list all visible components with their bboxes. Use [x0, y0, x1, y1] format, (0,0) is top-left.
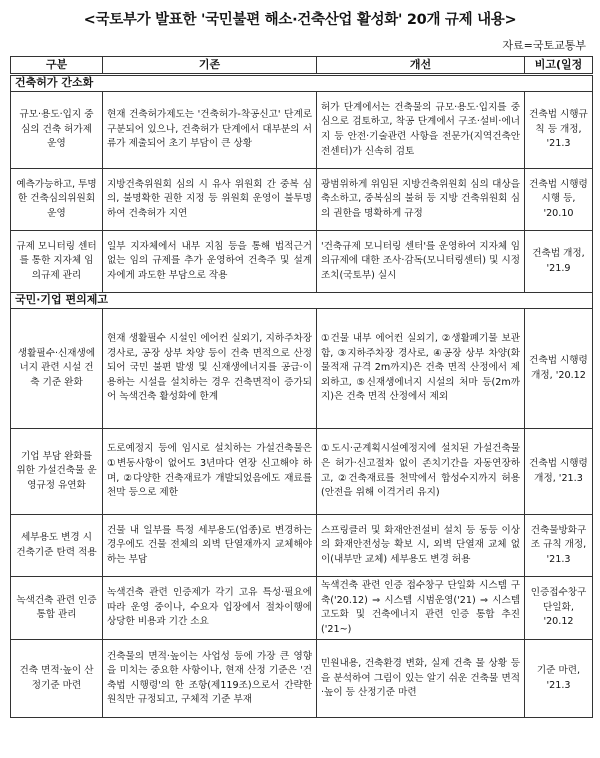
row-after: 광범위하게 위임된 지방건축위원회 심의 대상을 축소하고, 중복심의 불허 등 지방 건축위원회 심의 권한을 명확하게 규정 — [317, 169, 525, 231]
row-after: ①도시·군계획시설예정지에 설치된 가설건축물은 허가·신고절차 없이 존치기간을 자동연장하고, ②건축재료를 천막에서 합성수지까지 허용(안전을 위해 이격거리 유지) — [317, 429, 525, 515]
section-row — [11, 293, 593, 309]
table-header-row — [11, 57, 593, 75]
row-category: 녹색건축 관련 인증 통합 관리 — [11, 577, 103, 640]
row-note: 건축물방화구조 규칙 개정, '21.3 — [525, 515, 593, 577]
section-label: 건축허가 간소화 — [11, 75, 593, 92]
table-row — [11, 92, 593, 169]
section-label: 국민·기업 편의제고 — [11, 293, 593, 309]
row-before: 일부 지자체에서 내부 지침 등을 통해 법적근거 없는 임의 규제를 추가 운영하여 건축주 및 설계자에게 과도한 부담으로 작용 — [103, 231, 317, 293]
row-before: 건물 내 일부를 특정 세부용도(업종)로 변경하는 경우에도 건물 전체의 외벽 단열재까지 교체해야 하는 부담 — [103, 515, 317, 577]
row-after: 스프링클러 및 화재안전설비 설치 등 동등 이상의 화재안전성능 확보 시, 외벽 단열재 교체 없이(내부만 교체) 세부용도 변경 허용 — [317, 515, 525, 577]
page-title: <국토부가 발표한 '국민불편 해소·건축산업 활성화' 20개 규제 내용> — [83, 12, 517, 28]
table-row — [11, 429, 593, 515]
header-before: 기존 — [103, 57, 317, 75]
row-note: 기준 마련, '21.3 — [525, 640, 593, 718]
row-category: 건축 면적·높이 산정기준 마련 — [11, 640, 103, 718]
row-category: 규제 모니터링 센터를 통한 지자체 임의규제 관리 — [11, 231, 103, 293]
row-category: 기업 부담 완화를 위한 가설건축물 운영규정 유연화 — [11, 429, 103, 515]
row-before: 도로예정지 등에 임시로 설치하는 가설건축물은 ①변동사항이 없어도 3년마다 연장 신고해야 하며, ②다양한 건축재료가 개발되었음에도 재료를 천막 등으로 제한 — [103, 429, 317, 515]
row-after: 민원내용, 건축환경 변화, 실제 건축 물 상황 등을 분석하여 그림이 있는 알기 쉬운 건축물 면적·높이 등 산정기준 마련 — [317, 640, 525, 718]
row-note: 건축법 시행령 개정, '21.3 — [525, 429, 593, 515]
header-category: 구분 — [11, 57, 103, 75]
row-before: 현재 건축허가제도는 '건축허가-착공신고' 단계로 구분되어 있으나, 건축허가 단계에서 대부분의 서류가 제출되어 초기 부담이 큰 상황 — [103, 92, 317, 169]
source-credit: 자료=국토교통부 — [502, 39, 586, 52]
table-row — [11, 515, 593, 577]
section-row — [11, 75, 593, 92]
table-row — [11, 577, 593, 640]
row-after: 허가 단계에서는 건축물의 규모·용도·입지를 중심으로 검토하고, 착공 단계에서 구조·설비·에너지 등 안전·기술관련 사항을 전문가(지역건축안전센터)가 신속히 검토 — [317, 92, 525, 169]
row-before: 녹색건축 관련 인증제가 각기 고유 특성·필요에 따라 운영 중이나, 수요자 입장에서 절차이행에 상당한 비용과 기간 소요 — [103, 577, 317, 640]
header-note: 비고(일정 — [525, 57, 593, 75]
row-before: 지방건축위원회 심의 시 유사 위원회 간 중복 심의, 불명확한 권한 지정 등 위원회 운영이 불투명하여 건축허가 지연 — [103, 169, 317, 231]
row-category: 예측가능하고, 투명한 건축심의위원회 운영 — [11, 169, 103, 231]
row-note: 건축법 시행령 개정, '20.12 — [525, 309, 593, 429]
row-after: 녹색건축 관련 인증 접수창구 단일화 시스템 구축('20.12) ⇒ 시스템 시범운영('21) ⇒ 시스템 고도화 및 건축에너지 관련 인증 통합 추진('21~) — [317, 577, 525, 640]
regulation-table — [10, 56, 593, 718]
row-note: 건축법 시행령 시행 등, '20.10 — [525, 169, 593, 231]
row-note: 건축법 개정, '21.9 — [525, 231, 593, 293]
header-after: 개선 — [317, 57, 525, 75]
table-row — [11, 640, 593, 718]
row-after: ①건물 내부 에어컨 실외기, ②생활폐기물 보관함, ③지하주차장 경사로, ④공장 상부 차양(화물적재 규격 2m까지)은 건축 면적 산정에서 제외하고, ⑤신재생에너지 시설의 처마 등(2m까지)은 건축 면적 산정에서 제외 — [317, 309, 525, 429]
row-note: 인증접수창구 단일화, '20.12 — [525, 577, 593, 640]
row-note: 건축법 시행규칙 등 개정, '21.3 — [525, 92, 593, 169]
row-before: 건축물의 면적·높이는 사업성 등에 가장 큰 영향을 미치는 중요한 사항이나, 현재 산정 기준은 '건축법 시행령'의 한 조항(제119조)으로서 간략한 원칙만 규정되고, 구체적 기준 부재 — [103, 640, 317, 718]
row-before: 현재 생활필수 시설인 에어컨 실외기, 지하주차장 경사로, 공장 상부 차양 등이 건축 면적으로 산정되어 국민 불편 발생 및 신재생에너지를 공급·이용하는 시설을 설치하는 경우 건축면적이 증가되어 녹색건축 활성화에 한계 — [103, 309, 317, 429]
row-category: 세부용도 변경 시 건축기준 탄력 적용 — [11, 515, 103, 577]
table-row — [11, 231, 593, 293]
row-category: 규모·용도·입지 중심의 건축 허가제 운영 — [11, 92, 103, 169]
row-category: 생활필수·신재생에너지 관련 시설 건축 기준 완화 — [11, 309, 103, 429]
table-row — [11, 169, 593, 231]
row-after: '건축규제 모니터링 센터'를 운영하여 지자체 임의규제에 대한 조사·감독(모니터링센터) 및 시정조치(국토부) 실시 — [317, 231, 525, 293]
table-row — [11, 309, 593, 429]
